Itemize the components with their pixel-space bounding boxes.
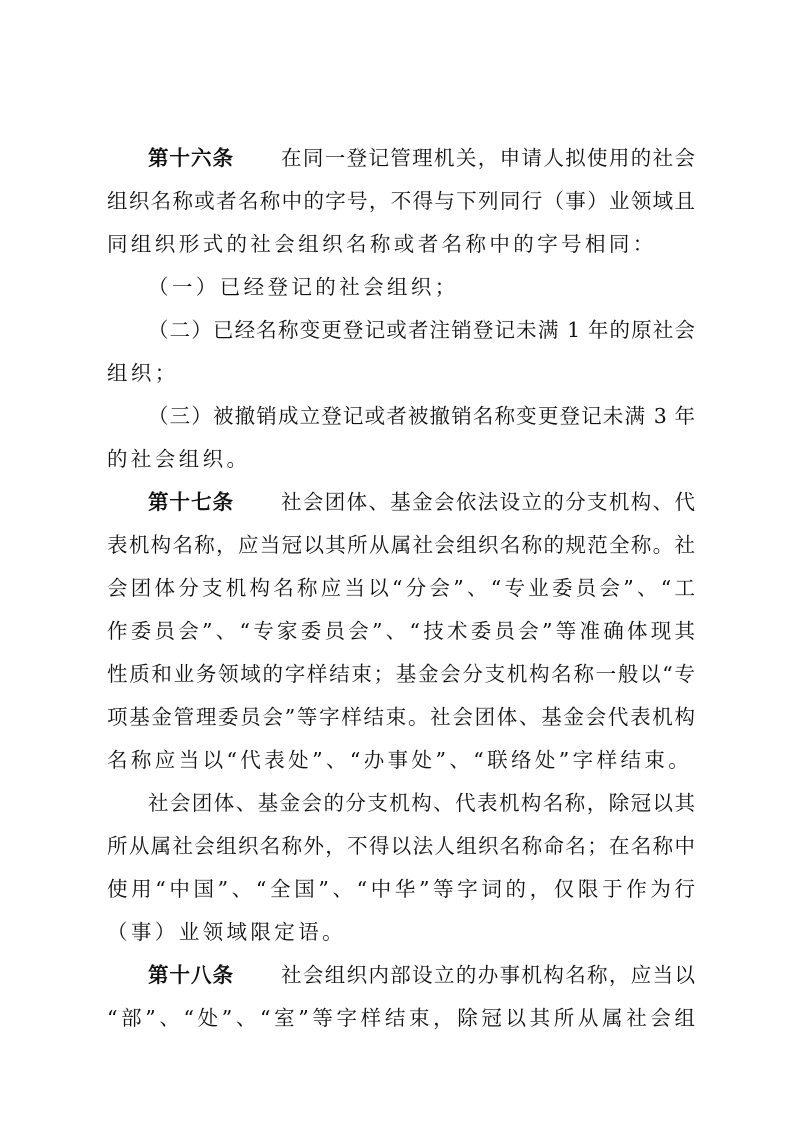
article-18-line-2: “部”、“处”、“室”等字样结束，除冠以其所从属社会组	[107, 1006, 695, 1030]
article-17-line-2: 表机构名称，应当冠以其所从属社会组织名称的规范全称。社	[107, 533, 695, 557]
article-17-p2-line-2: 所从属社会组织名称外，不得以法人组织名称命名；在名称中	[107, 834, 695, 858]
article-16-title: 第十六条	[148, 146, 234, 170]
article-17-p2-line-1: 社会团体、基金会的分支机构、代表机构名称，除冠以其	[148, 791, 695, 815]
article-17-heading-line	[148, 485, 695, 519]
article-16-item-2-line-1: （二）已经名称变更登记或者注销登记未满 1 年的原社会	[148, 318, 695, 342]
article-17-p2-line-4: （事）业领域限定语。	[107, 920, 346, 944]
article-17-line-6: 项基金管理委员会”等字样结束。社会团体、基金会代表机构	[107, 705, 695, 729]
article-17-line-3: 会团体分支机构名称应当以“分会”、“专业委员会”、“工	[107, 576, 695, 600]
article-17-p2-line-3: 使用“中国”、“全国”、“中华”等字词的，仅限于作为行	[107, 877, 695, 901]
article-16-heading-line	[148, 141, 695, 175]
article-17-line-1: 社会团体、基金会依法设立的分支机构、代	[281, 490, 695, 514]
article-17-line-7: 名称应当以“代表处”、“办事处”、“联络处”字样结束。	[107, 748, 693, 772]
article-16-item-3-line-1: （三）被撤销成立登记或者被撤销名称变更登记未满 3 年	[148, 404, 695, 428]
article-16-line-2: 组织名称或者名称中的字号，不得与下列同行（事）业领域且	[107, 189, 695, 213]
article-18-title: 第十八条	[148, 963, 234, 987]
article-16-line-1: 在同一登记管理机关，申请人拟使用的社会	[281, 146, 695, 170]
article-18-heading-line	[148, 958, 695, 992]
article-17-line-5: 性质和业务领域的字样结束；基金会分支机构名称一般以“专	[107, 662, 695, 686]
article-16-line-3: 同组织形式的社会组织名称或者名称中的字号相同：	[107, 232, 657, 256]
article-16-item-1: （一）已经登记的社会组织；	[148, 275, 459, 299]
article-17-line-4: 作委员会”、“专家委员会”、“技术委员会”等准确体现其	[107, 619, 695, 643]
article-17-title: 第十七条	[148, 490, 234, 514]
article-18-line-1: 社会组织内部设立的办事机构名称，应当以	[281, 963, 695, 987]
article-16-item-2-line-2: 组织；	[107, 361, 179, 385]
article-16-item-3-line-2: 的社会组织。	[107, 447, 251, 471]
